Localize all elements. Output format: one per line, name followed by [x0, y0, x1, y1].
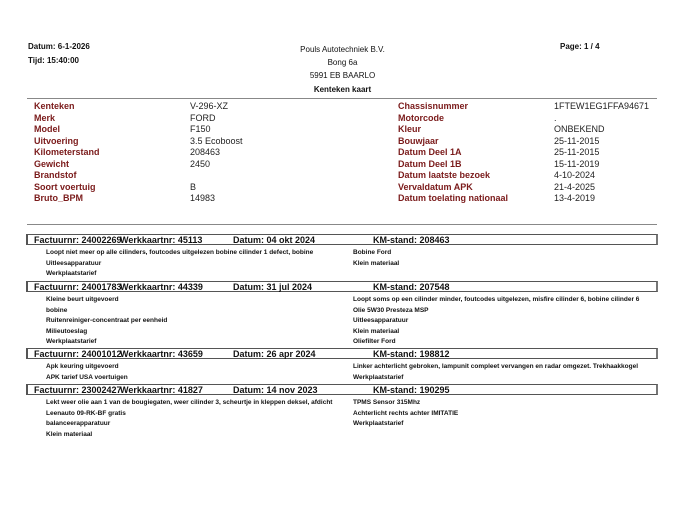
field-value: B: [190, 181, 197, 192]
work-line-item: Werkplaatstarief: [46, 338, 97, 345]
field-label: Soort voertuig: [34, 181, 96, 192]
work-line-item: Olie 5W30 Presteza MSP: [353, 306, 429, 314]
company-address: Bong 6a: [327, 58, 358, 67]
work-line-item: TPMS Sensor 315Mhz: [353, 399, 421, 406]
field-value: 2450: [190, 158, 211, 169]
field-value: 21-4-2025: [554, 181, 596, 192]
work-line-item: Werkplaatstarief: [353, 373, 404, 381]
details-divider: [27, 224, 657, 225]
workcard-number: Werkkaartnr: 45113: [120, 235, 203, 245]
header-divider: [27, 98, 657, 99]
field-label: Uitvoering: [34, 135, 79, 146]
work-line-item: Klein materiaal: [353, 327, 400, 335]
field-value: 25-11-2015: [554, 147, 600, 157]
field-label: Merk: [34, 112, 56, 123]
invoice-number: Factuurnr: 24001012: [34, 349, 122, 359]
field-value: FORD: [190, 112, 216, 123]
km-reading: KM-stand: 190295: [373, 385, 450, 395]
work-line-item: Oliefilter Ford: [353, 338, 396, 345]
invoice-date: Datum: 14 nov 2023: [233, 385, 318, 395]
field-label: Gewicht: [34, 158, 70, 169]
field-label: Brandstof: [34, 170, 77, 180]
work-line-item: Werkplaatstarief: [353, 420, 404, 427]
field-value: 3.5 Ecoboost: [190, 135, 243, 146]
invoice-number: Factuurnr: 24001783: [34, 282, 122, 292]
invoice-header: [26, 234, 658, 245]
field-label: Bruto_BPM: [34, 193, 83, 203]
work-line-item: APK tarief USA voertuigen: [46, 373, 128, 381]
field-label: Kleur: [398, 124, 422, 134]
invoice-date: Datum: 26 apr 2024: [233, 349, 316, 359]
field-value: V-296-XZ: [190, 101, 229, 111]
print-time: Tijd: 15:40:00: [28, 56, 79, 65]
field-value: 15-11-2019: [554, 158, 600, 169]
field-label: Model: [34, 124, 60, 134]
work-line-item: Loopt niet meer op alle cilinders, foutcodes uitgelezen bobine cilinder 1 defect, bobine: [46, 249, 314, 256]
field-value: 13-4-2019: [554, 193, 596, 203]
field-value: .: [554, 112, 557, 123]
invoice-header: [26, 281, 658, 292]
invoice-header: [26, 348, 658, 359]
field-label: Datum Deel 1B: [398, 158, 462, 169]
field-label: Bouwjaar: [398, 135, 439, 146]
field-value: 14983: [190, 193, 216, 203]
invoice-header: [26, 384, 658, 395]
company-postcode-city: 5991 EB BAARLO: [309, 71, 376, 80]
field-value: F150: [190, 124, 211, 134]
work-line-item: Klein materiaal: [46, 430, 93, 438]
work-line-item: Werkplaatstarief: [46, 270, 97, 277]
field-value: 25-11-2015: [554, 135, 600, 146]
print-date: Datum: 6-1-2026: [28, 42, 90, 51]
workcard-number: Werkkaartnr: 44339: [120, 282, 203, 292]
invoice-number: Factuurnr: 23002427: [34, 385, 122, 395]
work-line-item: Leenauto 09-RK-BF gratis: [46, 409, 126, 417]
km-reading: KM-stand: 207548: [373, 282, 450, 292]
work-line-item: Linker achterlicht gebroken, lampunit compleet vervangen en radar omgezet. Trekhaakkogel: [353, 363, 639, 370]
invoice-number: Factuurnr: 24002269: [34, 235, 122, 245]
field-label: Kenteken: [34, 101, 75, 111]
work-line-item: balanceerapparatuur: [46, 420, 111, 427]
workcard-number: Werkkaartnr: 41827: [120, 385, 203, 395]
company-name: Pouls Autotechniek B.V.: [300, 45, 385, 54]
work-line-item: Apk keuring uitgevoerd: [46, 363, 119, 370]
work-line-item: Kleine beurt uitgevoerd: [46, 296, 119, 303]
page-number: Page: 1 / 4: [560, 42, 600, 51]
field-value: ONBEKEND: [554, 124, 605, 134]
field-label: Motorcode: [398, 112, 444, 123]
document-title: Kenteken kaart: [313, 85, 372, 94]
work-line-item: Klein materiaal: [353, 259, 400, 267]
field-label: Chassisnummer: [398, 101, 469, 111]
work-line-item: Uitleesapparatuur: [46, 259, 102, 267]
work-line-item: Ruitenreiniger-concentraat per eenheid: [46, 317, 168, 324]
work-line-item: Lekt weer olie aan 1 van de bougiegaten, weer cilinder 3, scheurtje in kleppen deksel, afdicht: [46, 399, 333, 406]
work-line-item: Loopt soms op een cilinder minder, foutcodes uitgelezen, misfire cilinder 6, bobine cilinder 6: [353, 296, 640, 303]
field-label: Kilometerstand: [34, 147, 100, 157]
invoice-date: Datum: 31 jul 2024: [233, 282, 313, 292]
field-label: Datum toelating nationaal: [398, 193, 509, 203]
work-line-item: Achterlicht rechts achter IMITATIE: [353, 409, 459, 417]
field-value: 4-10-2024: [554, 170, 596, 180]
km-reading: KM-stand: 198812: [373, 349, 450, 359]
work-line-item: Milieutoeslag: [46, 327, 88, 335]
work-line-item: Uitleesapparatuur: [353, 317, 409, 324]
field-label: Datum laatste bezoek: [398, 170, 491, 180]
workcard-number: Werkkaartnr: 43659: [120, 349, 203, 359]
field-label: Vervaldatum APK: [398, 181, 473, 192]
work-line-item: bobine: [46, 306, 68, 314]
field-value: 208463: [190, 147, 221, 157]
field-label: Datum Deel 1A: [398, 147, 462, 157]
invoice-date: Datum: 04 okt 2024: [233, 235, 316, 245]
work-line-item: Bobine Ford: [353, 249, 392, 256]
field-value: 1FTEW1EG1FFA94671: [554, 101, 650, 111]
km-reading: KM-stand: 208463: [373, 235, 450, 245]
